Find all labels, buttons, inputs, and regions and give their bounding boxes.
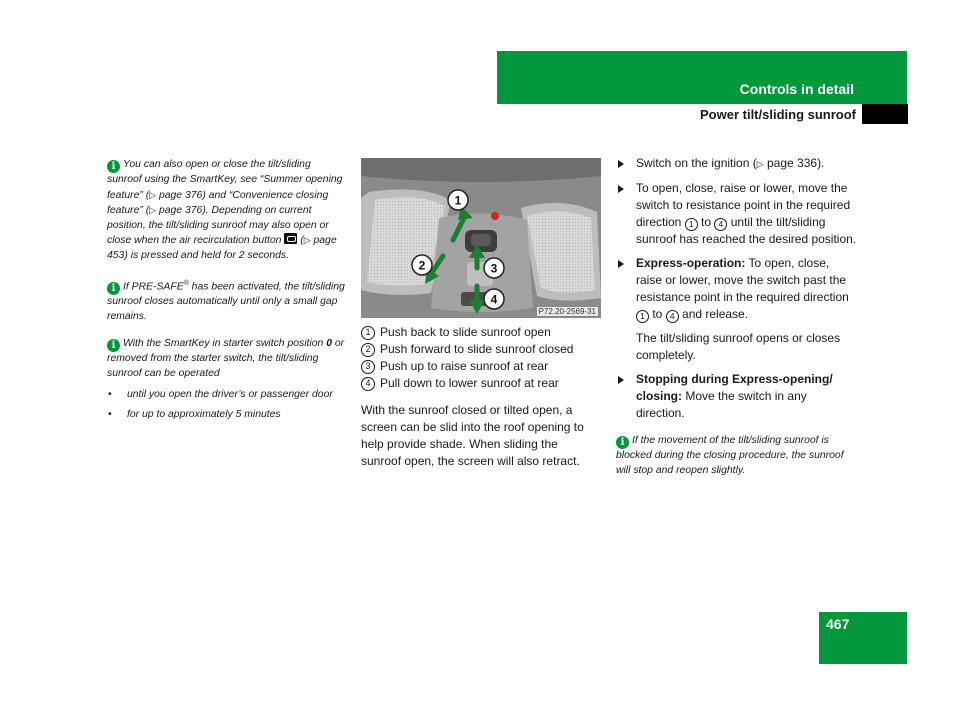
- callout-4: 4: [490, 292, 498, 307]
- right-column: [616, 155, 858, 491]
- page-number-box: [819, 612, 907, 664]
- legend-item: 1 Push back to slide sunroof open: [361, 324, 601, 341]
- air-recirculation-icon: [284, 233, 297, 244]
- step-resistance-point: To open, close, raise or lower, move the switch to resistance point in the required direction 1 to 4 until the tilt/sliding sunroof has reached the desired position.: [616, 180, 858, 248]
- callout-3: 3: [490, 261, 498, 276]
- sunroof-switch-photo: [361, 158, 601, 318]
- image-code: P72.20-2569-31: [538, 307, 596, 316]
- list-item: • until you open the driver’s or passenger door: [107, 388, 347, 401]
- section-title: Controls in detail: [739, 81, 854, 97]
- page-number: 467: [826, 616, 850, 632]
- bullet-list: [107, 388, 347, 421]
- overhead-console-illustration: [361, 158, 601, 318]
- page-reference[interactable]: page 376: [158, 189, 203, 201]
- info-note-presafe: i If PRE-SAFE® has been activated, the tilt/sliding sunroof closes automatically until only a small gap remains.: [107, 279, 345, 322]
- info-icon: i: [107, 282, 120, 295]
- header-bar: [497, 51, 907, 104]
- sunscreen-paragraph: With the sunroof closed or tilted open, a screen can be slid into the roof opening to help provide shade. When sliding the sunroof open, the screen will also retract.: [361, 403, 584, 468]
- middle-column: [361, 158, 601, 470]
- page-reference[interactable]: page 376: [158, 205, 203, 217]
- step-stopping: Stopping during Express-opening/ closing: Move the switch in any direction.: [616, 371, 858, 422]
- info-note-starter-switch: i With the SmartKey in starter switch position 0 or removed from the starter switch, the tilt/sliding sunroof can be operated: [107, 338, 345, 379]
- info-icon: i: [616, 436, 629, 449]
- legend-item: 3 Push up to raise sunroof at rear: [361, 358, 601, 375]
- subsection-title: Power tilt/sliding sunroof: [700, 107, 856, 122]
- section-marker: [862, 104, 908, 124]
- result-text: The tilt/sliding sunroof opens or closes completely.: [636, 331, 841, 362]
- legend-item: 2 Push forward to slide sunroof closed: [361, 341, 601, 358]
- step-ignition: Switch on the ignition (▷ page 336).: [616, 155, 858, 173]
- callout-1: 1: [454, 193, 462, 208]
- left-column: [107, 158, 347, 428]
- step-express-operation: Express-operation: To open, close, raise or lower, move the switch past the resistance point in the required direction 1 to 4 and release.: [616, 255, 858, 323]
- page-ref-icon: ▷: [149, 189, 157, 200]
- page-ref-icon: ▷: [149, 205, 157, 216]
- page-ref-icon: ▷: [756, 159, 764, 169]
- figure-legend: [361, 324, 601, 392]
- info-note-smartkey: i You can also open or close the tilt/sliding sunroof using the SmartKey, see “Summer opening feature” (▷ page 376) and “Convenience closing feature” (▷ page 376). Depending on current position, the tilt/sliding sunroof may also open or close when the air recirculation button (▷ page 453) is pressed and held for 2 seconds.: [107, 159, 343, 261]
- info-icon: i: [107, 339, 120, 352]
- page-reference[interactable]: page 453: [107, 235, 337, 261]
- callout-2: 2: [418, 258, 426, 273]
- info-icon: i: [107, 160, 120, 173]
- info-note-blocked: i If the movement of the tilt/sliding sunroof is blocked during the closing procedure, the sunroof will stop and reopen slightly.: [616, 435, 844, 476]
- list-item: • for up to approximately 5 minutes: [107, 408, 347, 421]
- page-ref-icon: ▷: [303, 235, 311, 246]
- page-reference[interactable]: page 336: [767, 156, 818, 170]
- legend-item: 4 Pull down to lower sunroof at rear: [361, 375, 601, 392]
